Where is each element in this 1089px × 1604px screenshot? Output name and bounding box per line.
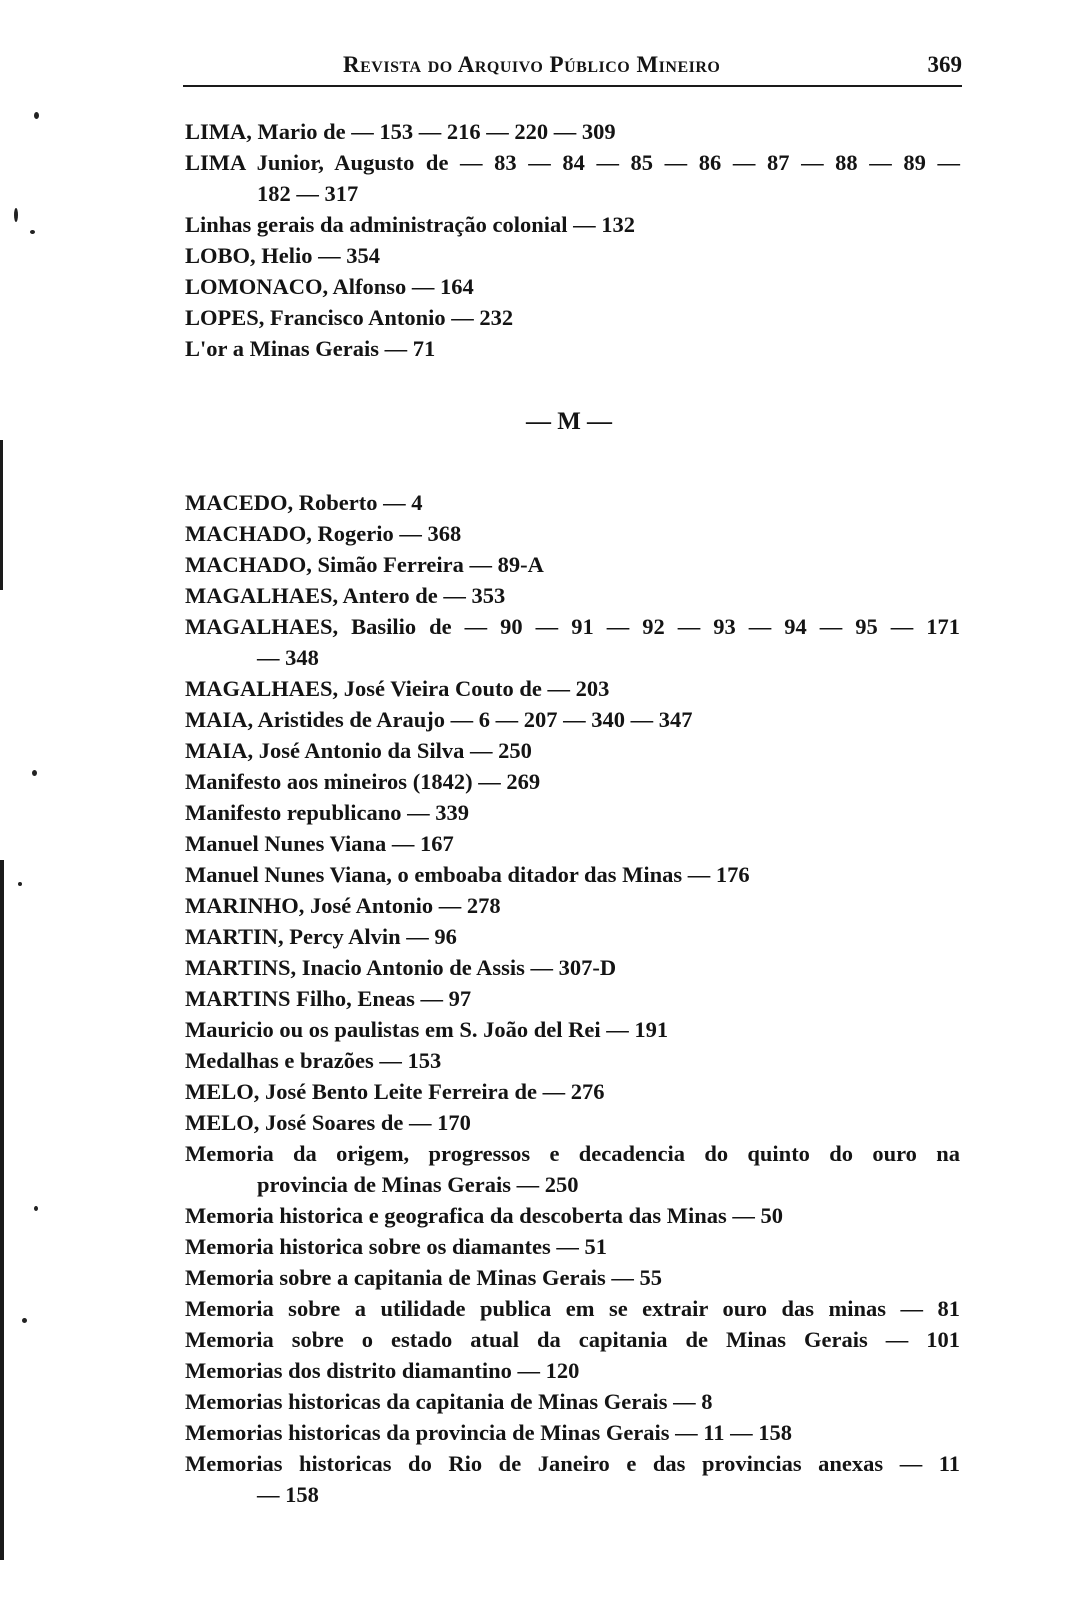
index-entry: MELO, José Soares de — 170	[185, 1110, 471, 1135]
scan-speck	[14, 208, 18, 222]
index-entry: Linhas gerais da administração colonial — 132	[185, 212, 636, 237]
index-entry-continuation: 182 — 317	[257, 181, 359, 206]
index-entry: Manuel Nunes Viana, o emboaba ditador das Minas — 176	[185, 862, 750, 887]
journal-title: Revista do Arquivo Público Mineiro	[343, 52, 721, 77]
index-entry: Manuel Nunes Viana — 167	[185, 831, 454, 856]
page-number: 369	[927, 52, 962, 77]
header-rule	[183, 85, 962, 87]
running-head	[183, 52, 962, 82]
index-entry: Memorias historicas da capitania de Minas Gerais — 8	[185, 1389, 713, 1414]
index-entry: Memoria sobre o estado atual da capitania de Minas Gerais — 101	[185, 1327, 960, 1352]
index-entry: Memorias dos distrito diamantino — 120	[185, 1358, 580, 1383]
index-entry: MELO, José Bento Leite Ferreira de — 276	[185, 1079, 605, 1104]
index-entry: Memoria sobre a utilidade publica em se extrair ouro das minas — 81	[185, 1296, 960, 1321]
section-letter-heading: — M —	[525, 408, 613, 435]
index-entry: Manifesto aos mineiros (1842) — 269	[185, 769, 541, 794]
index-entry: LIMA Junior, Augusto de — 83 — 84 — 85 — 86 — 87 — 88 — 89 —	[185, 150, 960, 175]
index-entry: Memoria da origem, progressos e decadencia do quinto do ouro na	[185, 1141, 960, 1166]
index-entry: MACHADO, Rogerio — 368	[185, 521, 462, 546]
index-entry: LOMONACO, Alfonso — 164	[185, 274, 474, 299]
index-entry: MARTINS, Inacio Antonio de Assis — 307-D	[185, 955, 617, 980]
index-entry: MAGALHAES, Basilio de — 90 — 91 — 92 — 93 — 94 — 95 — 171	[185, 614, 960, 639]
scan-speck	[22, 1318, 27, 1323]
index-section-m	[185, 487, 960, 1510]
index-entry: Memorias historicas da provincia de Minas Gerais — 11 — 158	[185, 1420, 793, 1445]
index-entry: MACHADO, Simão Ferreira — 89-A	[185, 552, 544, 577]
index-entry: MARTINS Filho, Eneas — 97	[185, 986, 472, 1011]
index-entry: MAIA, Aristides de Araujo — 6 — 207 — 340 — 347	[185, 707, 693, 732]
scan-edge-mark	[0, 860, 4, 1560]
index-entry: MAGALHAES, Antero de — 353	[185, 583, 506, 608]
index-entry: MAIA, José Antonio da Silva — 250	[185, 738, 532, 763]
index-entry-continuation: — 348	[257, 645, 319, 670]
scan-speck	[34, 1206, 38, 1211]
scan-speck	[32, 770, 37, 776]
index-entry: LOBO, Helio — 354	[185, 243, 381, 268]
scan-speck	[18, 882, 22, 886]
index-entry: Manifesto republicano — 339	[185, 800, 469, 825]
index-entry: Memoria historica e geografica da descoberta das Minas — 50	[185, 1203, 784, 1228]
scan-speck	[30, 230, 35, 234]
scan-edge-mark	[0, 440, 3, 590]
index-entry-continuation: provincia de Minas Gerais — 250	[257, 1172, 579, 1197]
index-entry: MARINHO, José Antonio — 278	[185, 893, 501, 918]
index-entry: LOPES, Francisco Antonio — 232	[185, 305, 514, 330]
index-entry: MARTIN, Percy Alvin — 96	[185, 924, 457, 949]
index-entry: Memoria sobre a capitania de Minas Gerais — 55	[185, 1265, 663, 1290]
index-entry: MAGALHAES, José Vieira Couto de — 203	[185, 676, 610, 701]
scan-speck	[34, 112, 39, 119]
index-entry: LIMA, Mario de — 153 — 216 — 220 — 309	[185, 119, 616, 144]
index-entry: Memoria historica sobre os diamantes — 51	[185, 1234, 608, 1259]
index-entry: MACEDO, Roberto — 4	[185, 490, 423, 515]
index-entry: L'or a Minas Gerais — 71	[185, 336, 436, 361]
index-entry: Medalhas e brazões — 153	[185, 1048, 442, 1073]
index-entry: Memorias historicas do Rio de Janeiro e das provincias anexas — 11	[185, 1451, 960, 1476]
index-entry-continuation: — 158	[257, 1482, 319, 1507]
index-entry: Mauricio ou os paulistas em S. João del Rei — 191	[185, 1017, 669, 1042]
index-section-l	[185, 116, 960, 364]
